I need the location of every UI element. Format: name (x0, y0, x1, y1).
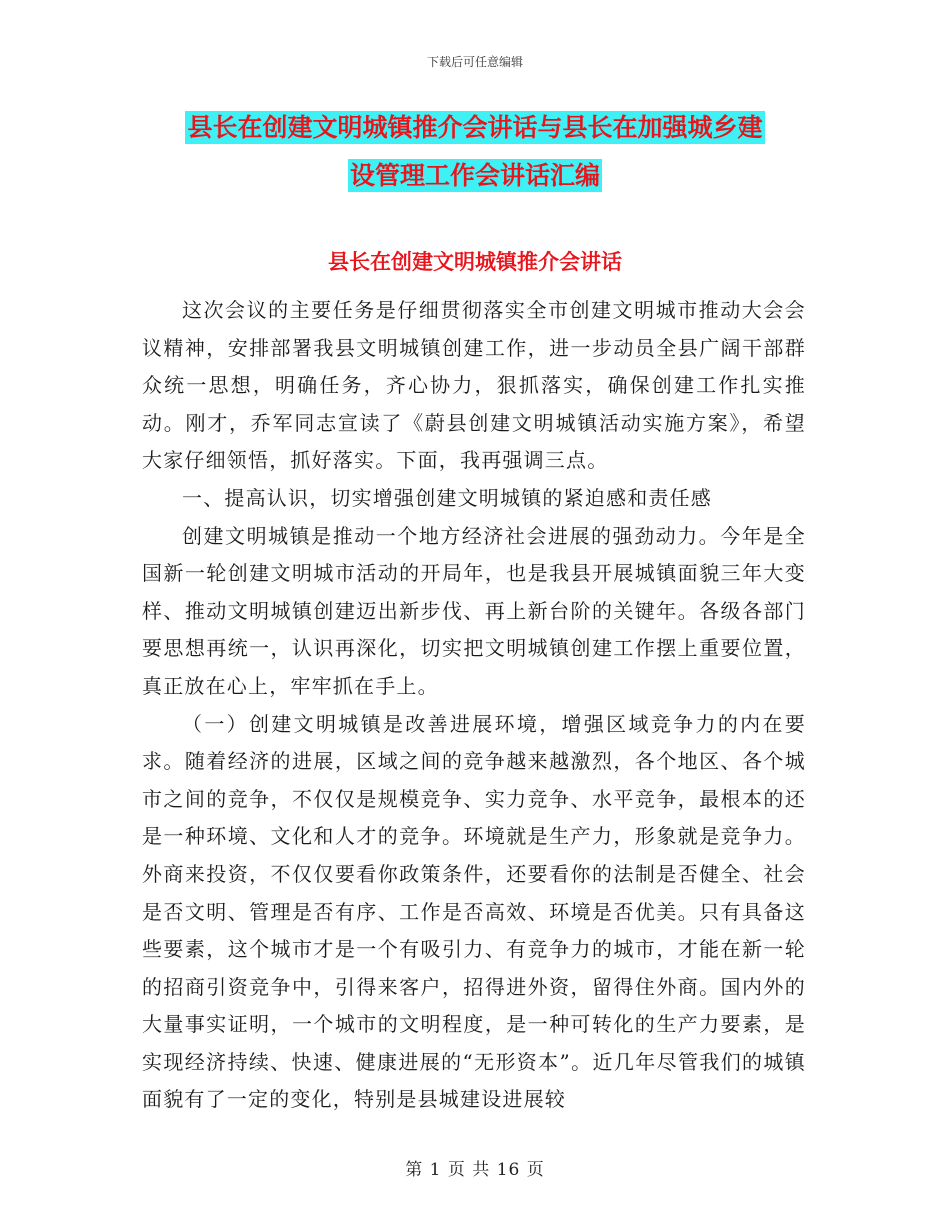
paragraph: （一）创建文明城镇是改善进展环境，增强区域竞争力的内在要求。随着经济的进展，区域之间的竞争越来越激烈，各个地区、各个城市之间的竞争，不仅仅是规模竞争、实力竞争、水平竞争，最根本的还是一种环境、文化和人才的竞争。环境就是生产力，形象就是竞争力。外商来投资，不仅仅要看你政策条件，还要看你的法制是否健全、社会是否文明、管理是否有序、工作是否高效、环境是否优美。只有具备这些要素，这个城市才是一个有吸引力、有竞争力的城市，才能在新一轮的招商引资竞争中，引得来客户，招得进外资，留得住外商。国内外的大量事实证明，一个城市的文明程度，是一种可转化的生产力要素，是实现经济持续、快速、健康进展的“无形资本”。近几年尽管我们的城镇面貌有了一定的变化，特别是县城建设进展较 (142, 711, 806, 1112)
document-title-line-1: 县长在创建文明城镇推介会讲话与县长在加强城乡建 (187, 113, 763, 142)
paragraph: 这次会议的主要任务是仔细贯彻落实全市创建文明城市推动大会会议精神，安排部署我县文明城镇创建工作，进一步动员全县广阔干部群众统一思想，明确任务，齐心协力，狠抓落实，确保创建工作扎实推动。刚才，乔军同志宣读了《蔚县创建文明城镇活动实施方案》，希望大家仔细领悟，抓好落实。下面，我再强调三点。 (142, 298, 806, 473)
section-title: 县长在创建文明城镇推介会讲话 (328, 250, 622, 274)
document-body (142, 292, 806, 1119)
paragraph: 一、提高认识，切实增强创建文明城镇的紧迫感和责任感 (182, 485, 712, 510)
page-number-footer: 第 1 页 共 16 页 (405, 1160, 545, 1180)
header-note: 下载后可任意编辑 (426, 55, 523, 69)
document-title-line-2: 设管理工作会讲话汇编 (349, 161, 600, 190)
document-title (140, 104, 810, 200)
paragraph: 创建文明城镇是推动一个地方经济社会进展的强劲动力。今年是全国新一轮创建文明城市活动的开局年，也是我县开展城镇面貌三年大变样、推动文明城镇创建迈出新步伐、再上新台阶的关键年。各级各部门要思想再统一，认识再深化，切实把文明城镇创建工作摆上重要位置，真正放在心上，牢牢抓在手上。 (142, 523, 806, 698)
